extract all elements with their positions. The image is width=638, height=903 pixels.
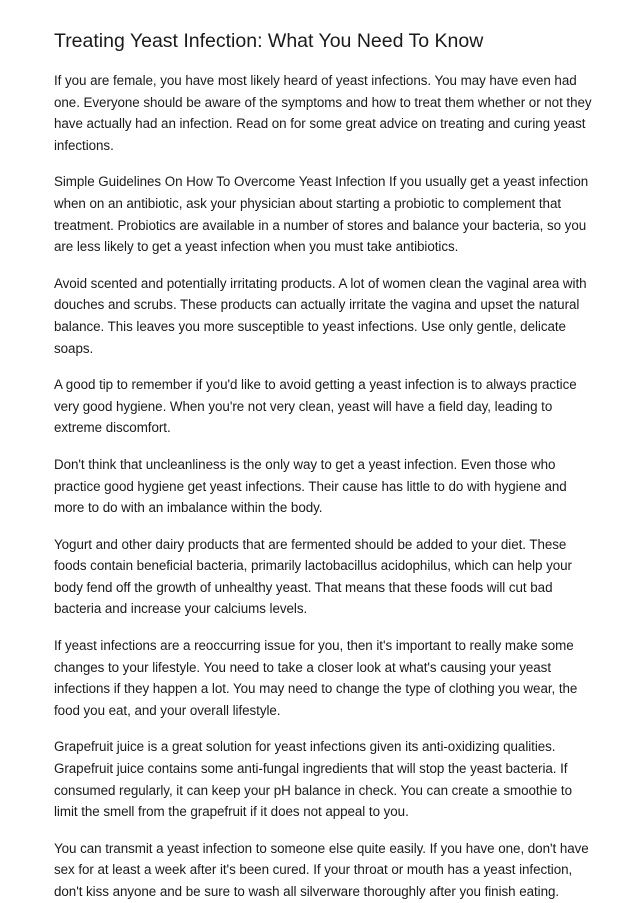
paragraph-lifestyle: If yeast infections are a reoccurring issue for you, then it's important to really make some changes to your lifestyle. You need to take a closer look at what's causing your yeast infections if they happen a lot. You may need to change the type of clothing you wear, the food you eat, and your overall lifestyle. — [54, 638, 578, 718]
paragraph-probiotics: Simple Guidelines On How To Overcome Yeast Infection If you usually get a yeast infection when on an antibiotic, ask your physician about starting a probiotic to complement that treatment. Probiotics are available in a number of stores and balance your bacteria, so you are less likely to get a yeast infection when you must take antibiotics. — [54, 174, 589, 255]
paragraph-scented-products: Avoid scented and potentially irritating products. A lot of women clean the vaginal area with douches and scrubs. These products can actually irritate the vagina and upset the natural balance. This leaves you more susceptible to yeast infections. Use only gentle, delicate soaps. — [54, 275, 587, 356]
paragraph-uncleanliness: Don't think that uncleanliness is the only way to get a yeast infection. Even those who practice good hygiene get yeast infections. Their cause has little to do with hygiene and more to do with an imbalance within the body. — [54, 456, 567, 516]
paragraph-transmission: You can transmit a yeast infection to someone else quite easily. If you have one, don't have sex for at least a week after it's been cured. If your throat or mouth has a yeast infection, don't kiss anyone and be sure to wash all silverware thoroughly after you finish eating. — [54, 840, 589, 899]
document-body — [54, 70, 594, 903]
paragraph-yogurt: Yogurt and other dairy products that are fermented should be added to your diet. These foods contain beneficial bacteria, primarily lactobacillus acidophilus, which can help your body fend off the growth of unhealthy yeast. That means that these foods will cut bad bacteria and increase your calciums levels. — [54, 536, 572, 617]
page-title: Treating Yeast Infection: What You Need To Know — [54, 30, 484, 52]
paragraph-grapefruit: Grapefruit juice is a great solution for yeast infections given its anti-oxidizing qualities. Grapefruit juice contains some anti-fungal ingredients that will stop the yeast bacteria. If consumed regularly, it can keep your pH balance in check. You can create a smoothie to limit the smell from the grapefruit if it does not appeal to you. — [54, 739, 572, 820]
paragraph-intro: If you are female, you have most likely heard of yeast infections. You may have even had one. Everyone should be aware of the symptoms and how to treat them whether or not they have actually had an infection. Read on for some great advice on treating and curing yeast infections. — [54, 73, 592, 153]
paragraph-hygiene-tip: A good tip to remember if you'd like to avoid getting a yeast infection is to always practice very good hygiene. When you're not very clean, yeast will have a field day, leading to extreme discomfort. — [54, 377, 577, 436]
